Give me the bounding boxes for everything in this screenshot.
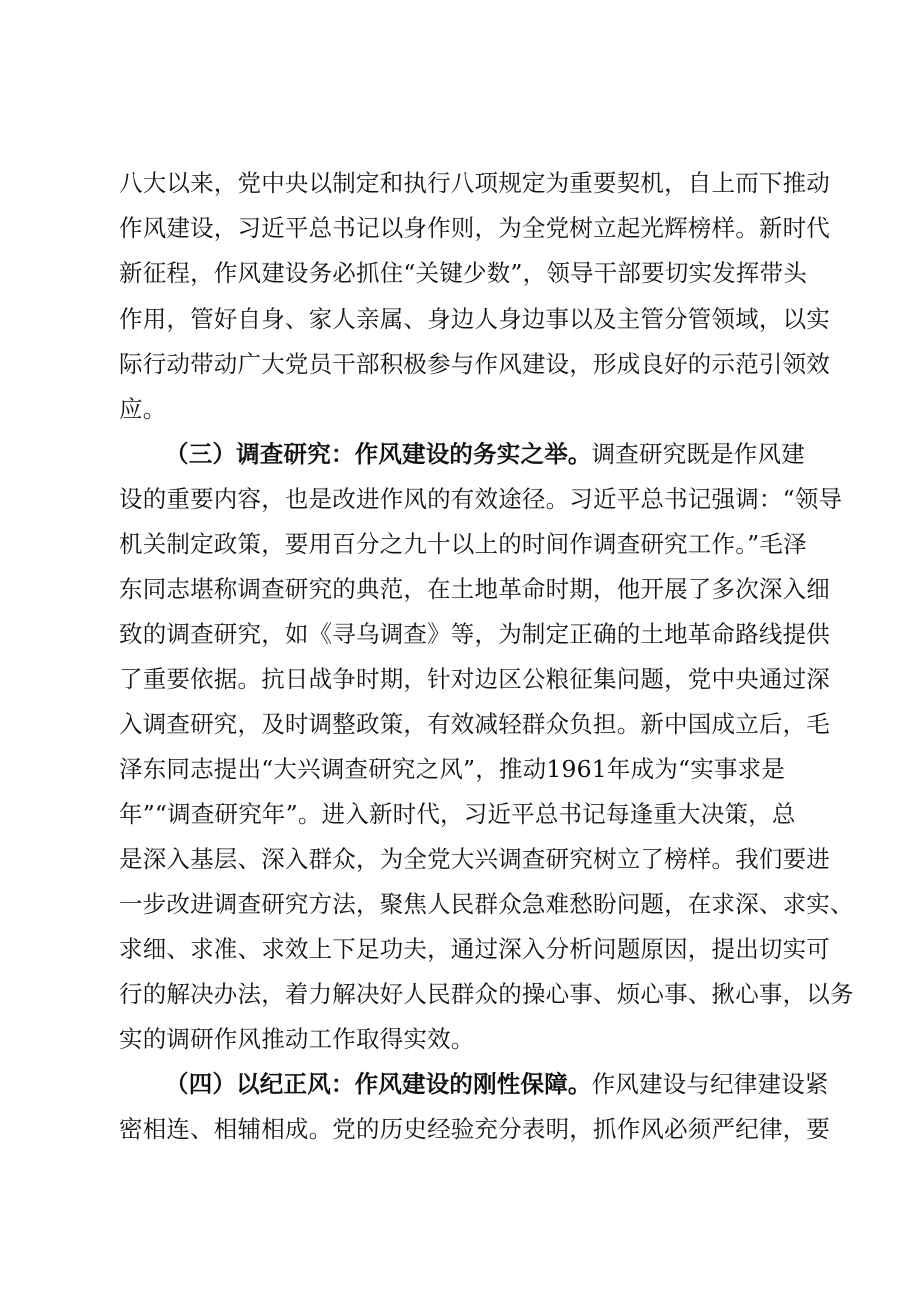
text-line: 是深入基层、深入群众，为全党大兴调查研究树立了榜样。我们要进	[119, 845, 830, 873]
section-3-first-line	[165, 431, 820, 477]
text-line: 新征程，作风建设务必抓住“关键少数”，领导干部要切实发挥带头	[119, 259, 808, 287]
section-4-first-line	[165, 1061, 829, 1107]
text-line: 作风建设，习近平总书记以身作则，为全党树立起光辉榜样。新时代	[119, 214, 830, 242]
section-3-lead-text: 调查研究既是作风建	[591, 440, 805, 468]
text-line: 致的调查研究，如《寻乌调查》等，为制定正确的土地革命路线提供	[119, 620, 830, 648]
text-line: 际行动带动广大党员干部积极参与作风建设，形成良好的示范引领效	[119, 350, 830, 378]
text-line: 实的调研作风推动工作取得实效。	[119, 1025, 475, 1053]
text-line: 东同志堪称调查研究的典范，在土地革命时期，他开展了多次深入细	[119, 575, 830, 603]
text-line: 设的重要内容，也是改进作风的有效途径。习近平总书记强调：“领导	[119, 485, 843, 513]
section-3-heading: （三）调查研究：作风建设的务实之举。	[165, 440, 592, 468]
text-line: 了重要依据。抗日战争时期，针对边区公粮征集问题，党中央通过深	[119, 665, 830, 693]
text-line: 年”“调查研究年”。进入新时代，习近平总书记每逢重大决策，总	[119, 800, 796, 828]
text-line: 泽东同志提出“大兴调查研究之风”，推动1961年成为“实事求是	[119, 755, 786, 783]
text-line: 作用，管好自身、家人亲属、身边人身边事以及主管分管领域，以实	[119, 305, 830, 333]
text-line: 行的解决办法，着力解决好人民群众的操心事、烦心事、揪心事，以务	[119, 980, 854, 1008]
text-line: 应。	[119, 395, 167, 423]
text-line: 入调查研究，及时调整政策，有效减轻群众负担。新中国成立后，毛	[119, 710, 830, 738]
section-4-lead-text: 作风建设与纪律建设紧	[591, 1070, 829, 1098]
section-4-heading: （四）以纪正风：作风建设的刚性保障。	[165, 1070, 592, 1098]
text-line: 八大以来，党中央以制定和执行八项规定为重要契机，自上而下推动	[119, 169, 830, 197]
text-line: 求细、求准、求效上下足功夫，通过深入分析问题原因，提出切实可	[119, 935, 830, 963]
text-line: 密相连、相辅相成。党的历史经验充分表明，抓作风必须严纪律，要	[119, 1115, 830, 1143]
text-line: 机关制定政策，要用百分之九十以上的时间作调查研究工作。”毛泽	[119, 530, 807, 558]
text-line: 一步改进调查研究方法，聚焦人民群众急难愁盼问题，在求深、求实、	[119, 890, 854, 918]
